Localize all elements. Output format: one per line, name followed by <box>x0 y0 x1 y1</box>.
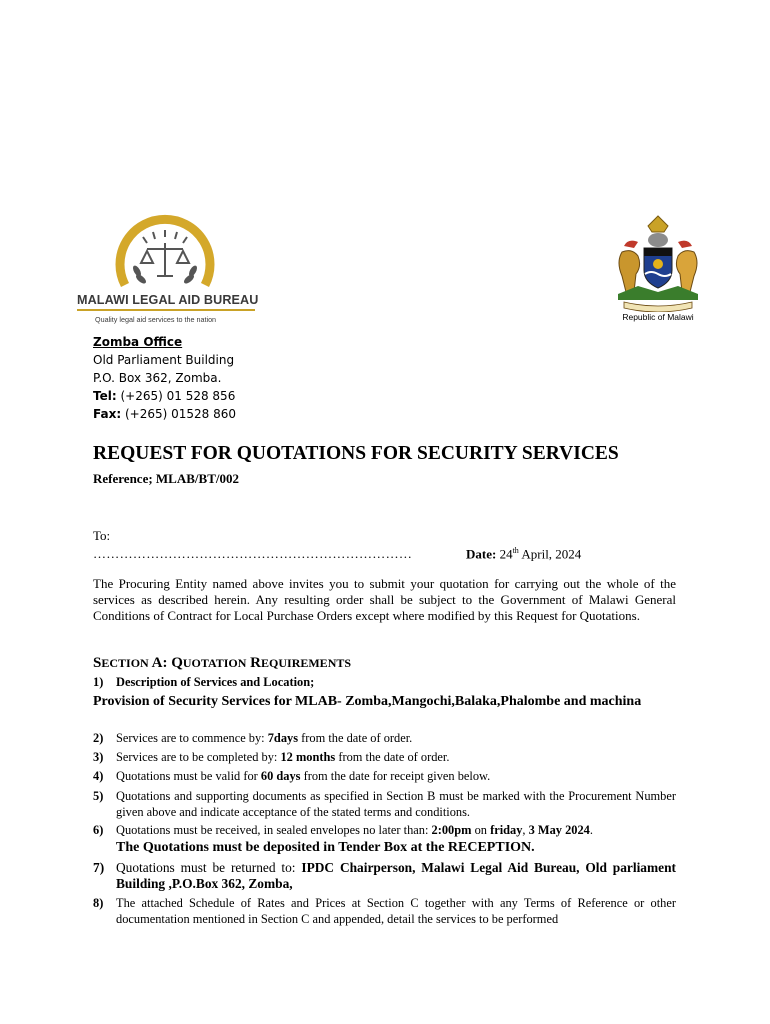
list-item <box>93 731 676 747</box>
text-bold: 3 May 2024 <box>528 823 590 837</box>
list-item <box>93 750 676 766</box>
tel-label: Tel: <box>93 389 117 403</box>
coat-of-arms <box>608 212 708 324</box>
text-bold: 12 months <box>280 750 336 764</box>
intro-paragraph: The Procuring Entity named above invites you to submit your quotation for carrying out the whole of the services as described herein. Any resulting order shall be subject to the Government of Malawi General Conditions of Contract for Local Purchase Orders except where modified by this Request for Quotations. <box>93 576 676 623</box>
text-part: from the date of order. <box>335 750 450 764</box>
text-part: Quotations must be returned to: <box>116 860 302 875</box>
to-label: To: <box>93 528 111 543</box>
text-bold: friday <box>490 823 523 837</box>
list-item <box>93 769 676 785</box>
text-part: from the date of order. <box>298 731 413 745</box>
office-fax <box>93 405 236 423</box>
text-bold: 60 days <box>260 769 301 783</box>
heading-part: EQUIREMENTS <box>261 656 352 670</box>
item-text <box>116 769 676 785</box>
office-building: Old Parliament Building <box>93 353 235 367</box>
item-text: Quotations and supporting documents as specified in Section B must be marked with the Procurement Number given above and indicate acceptance of the stated terms and conditions. <box>116 789 676 819</box>
heading-part: ECTION <box>101 656 149 670</box>
item-text <box>116 731 676 747</box>
text-bold: 7days <box>267 731 299 745</box>
item-number: 5) <box>93 789 104 803</box>
heading-part: A: Q <box>148 655 183 671</box>
to-line: ……………………………………………………………… <box>93 546 413 561</box>
document-title: REQUEST FOR QUOTATIONS FOR SECURITY SERVICES <box>93 443 619 464</box>
date-day: 24 <box>499 546 513 562</box>
heading-part: S <box>93 655 102 671</box>
text-part: Quotations must be valid for <box>116 769 261 783</box>
document-reference: Reference; MLAB/BT/002 <box>93 471 239 486</box>
text-part: Services are to be completed by: <box>116 750 281 764</box>
text-part: on <box>471 823 491 837</box>
fax-value: (+265) 01528 860 <box>124 407 236 421</box>
list-item <box>93 789 676 820</box>
office-po-box: P.O. Box 362, Zomba. <box>93 371 222 385</box>
text-part: , <box>522 823 529 837</box>
document-date <box>466 546 581 562</box>
office-address <box>93 333 236 423</box>
logo-tagline: Quality legal aid services to the nation <box>95 315 217 324</box>
list-item <box>93 823 676 855</box>
date-month-year: April, 2024 <box>521 546 582 562</box>
item-text <box>116 860 676 892</box>
item-text <box>116 750 676 766</box>
logo-divider <box>77 309 255 311</box>
text-part: . <box>589 823 593 837</box>
office-heading: Zomba Office <box>93 335 183 349</box>
heading-part: R <box>246 655 262 671</box>
date-label: Date: <box>466 546 497 562</box>
section-a-heading <box>93 655 351 672</box>
text-bold: IPDC Chairperson, Malawi Legal Aid Bureau, Old parliament Building ,P.O.Box 362, Zomba, <box>116 860 676 891</box>
provision-heading: Provision of Security Services for MLAB- Zomba,Mangochi,Balaka,Phalombe and machina <box>93 694 642 709</box>
list-item <box>93 675 676 691</box>
item-number: 8) <box>93 896 104 910</box>
item-number: 2) <box>93 731 104 745</box>
item-text: Description of Services and Location; <box>116 675 315 689</box>
item-number: 3) <box>93 750 104 764</box>
text-part: Services are to commence by: <box>116 731 268 745</box>
scales-of-justice-icon <box>75 213 260 293</box>
fax-label: Fax: <box>93 407 122 421</box>
date-suffix: th <box>512 546 519 555</box>
item-number: 6) <box>93 823 104 837</box>
item-text: The attached Schedule of Rates and Prices at Section C together with any Terms of Reference or other documentation mentioned in Section C and appended, detail the services to be performed <box>116 896 676 926</box>
item-text <box>116 823 676 839</box>
coat-of-arms-icon <box>608 212 708 312</box>
tel-value: (+265) 01 528 856 <box>120 389 236 403</box>
text-part: Quotations must be received, in sealed envelopes no later than: <box>116 823 432 837</box>
list-item <box>93 860 676 892</box>
item-number: 7) <box>93 860 105 875</box>
text-bold: 2:00pm <box>431 823 472 837</box>
deposit-instruction: The Quotations must be deposited in Tender Box at the RECEPTION. <box>116 839 535 855</box>
coat-caption: Republic of Malawi <box>622 312 694 322</box>
item-number: 1) <box>93 675 104 689</box>
office-tel <box>93 387 236 405</box>
list-item <box>93 896 676 927</box>
mlab-logo <box>75 213 260 328</box>
item-number: 4) <box>93 769 104 783</box>
logo-title: MALAWI LEGAL AID BUREAU <box>77 293 259 307</box>
text-part: from the date for receipt given below. <box>300 769 491 783</box>
heading-part: UOTATION <box>182 656 247 670</box>
